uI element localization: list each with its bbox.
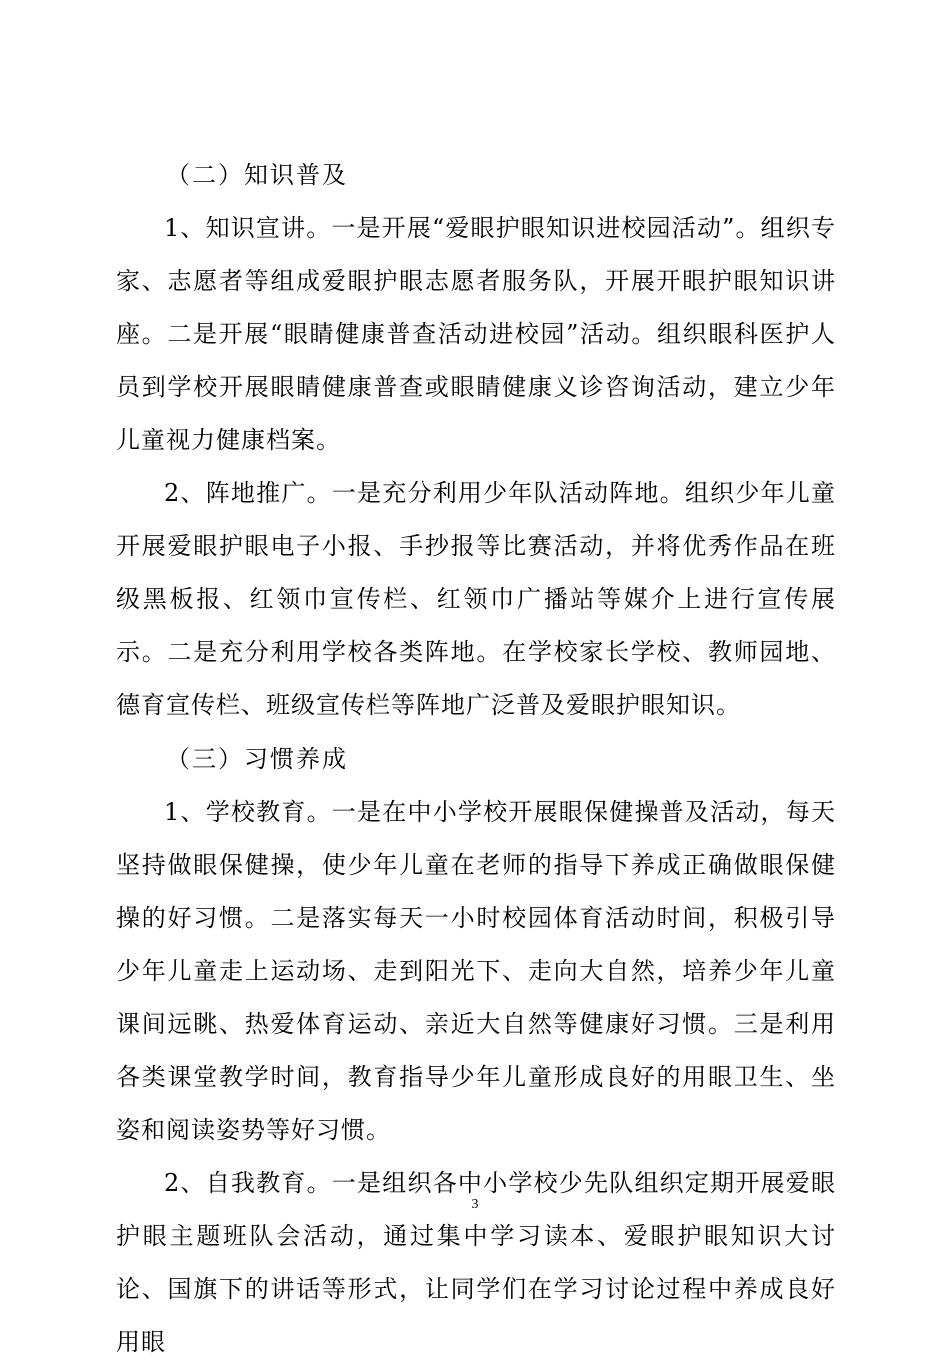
- page-number: 3: [471, 1197, 479, 1212]
- section-heading-knowledge: （二）知识普及: [166, 161, 348, 189]
- document-body: [116, 148, 836, 1369]
- paragraph-knowledge-lecture: 1、知识宣讲。一是开展“爱眼护眼知识进校园活动”。组织专家、志愿者等组成爱眼护眼志愿者服务队，开展开眼护眼知识讲座。二是开展“眼睛健康普查活动进校园”活动。组织眼科医护人员到学校开展眼睛健康普查或眼睛健康义诊咨询活动，建立少年儿童视力健康档案。: [116, 214, 836, 454]
- paragraph-self-education: 2、自我教育。一是组织各中小学校少先队组织定期开展爱眼护眼主题班队会活动，通过集中学习读本、爱眼护眼知识大讨论、国旗下的讲话等形式，让同学们在学习讨论过程中养成良好用眼: [116, 1169, 836, 1356]
- section-heading-habits: （三）习惯养成: [166, 745, 348, 773]
- paragraph-school-education: 1、学校教育。一是在中小学校开展眼保健操普及活动，每天坚持做眼保健操，使少年儿童在老师的指导下养成正确做眼保健操的好习惯。二是落实每天一小时校园体育活动时间，积极引导少年儿童走上运动场、走到阳光下、走向大自然，培养少年儿童课间远眺、热爱体育运动、亲近大自然等健康好习惯。三是利用各类课堂教学时间，教育指导少年儿童形成良好的用眼卫生、坐姿和阅读姿势等好习惯。: [116, 798, 836, 1144]
- paragraph-position-promotion: 2、阵地推广。一是充分利用少年队活动阵地。组织少年儿童开展爱眼护眼电子小报、手抄报等比赛活动，并将优秀作品在班级黑板报、红领巾宣传栏、红领巾广播站等媒介上进行宣传展示。二是充分利用学校各类阵地。在学校家长学校、教师园地、德育宣传栏、班级宣传栏等阵地广泛普及爱眼护眼知识。: [116, 479, 836, 719]
